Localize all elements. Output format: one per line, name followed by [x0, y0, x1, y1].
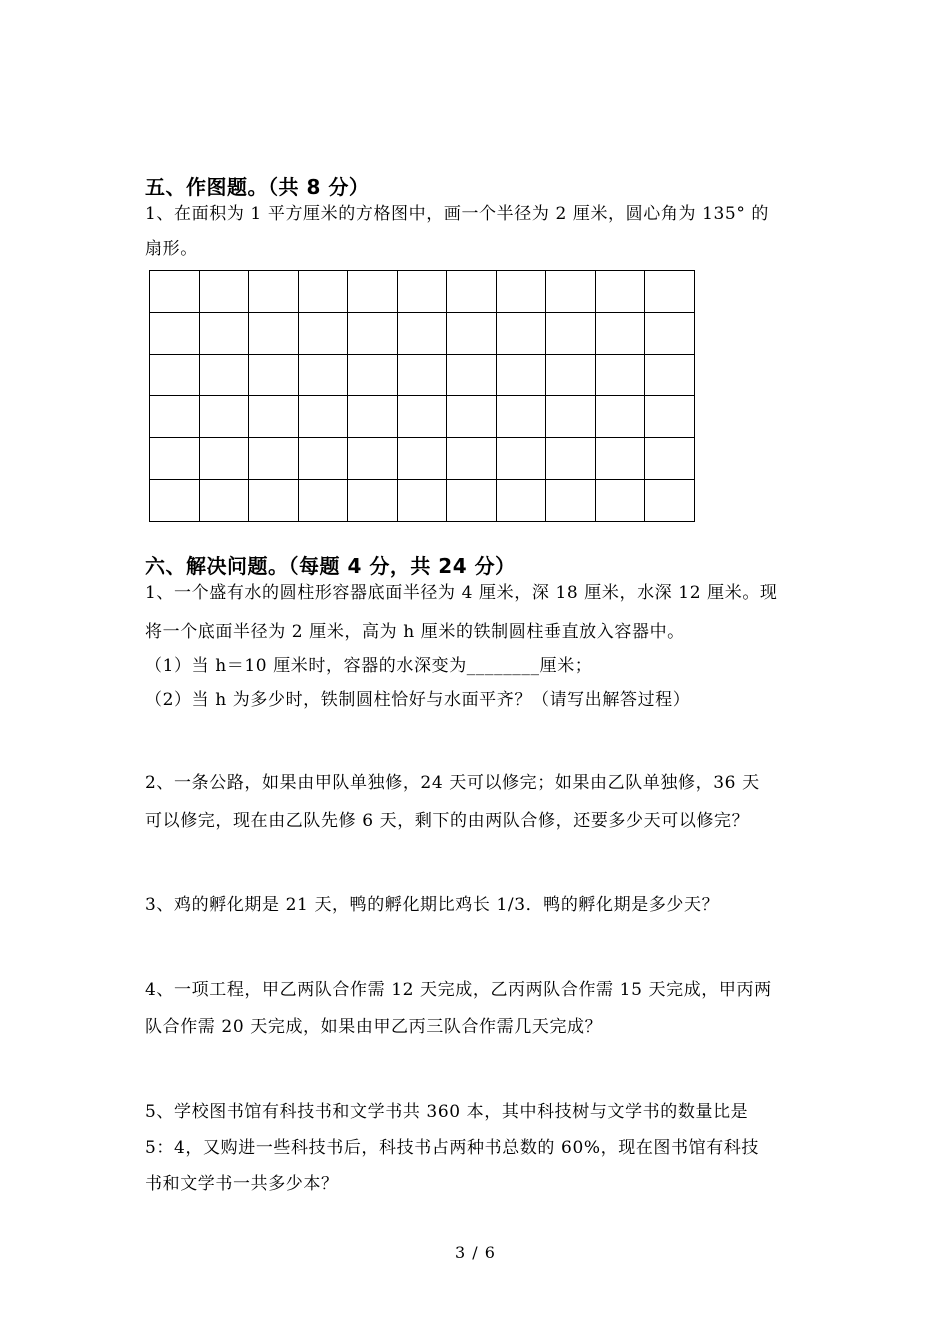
grid-cell: [249, 438, 299, 480]
grid-row: [150, 479, 695, 521]
section-6-question-4-line-2: 队合作需 20 天完成，如果由甲乙丙三队合作需几天完成？: [145, 1017, 603, 1037]
section-5-question-1-line-1: 1、在面积为 1 平方厘米的方格图中，画一个半径为 2 厘米，圆心角为 135° 的: [145, 204, 770, 224]
grid-cell: [348, 479, 398, 521]
grid-cell: [249, 396, 299, 438]
grid-cell: [595, 354, 645, 396]
grid-cell: [199, 312, 249, 354]
section-6-question-5-line-3: 书和文学书一共多少本？: [145, 1174, 339, 1194]
section-6-question-1-sub-1: （1）当 h＝10 厘米时，容器的水深变为________厘米；: [145, 656, 593, 676]
grid-cell: [298, 354, 348, 396]
grid-cell: [249, 479, 299, 521]
grid-cell: [496, 438, 546, 480]
section-6-question-4-line-1: 4、一项工程，甲乙两队合作需 12 天完成，乙丙两队合作需 15 天完成，甲丙两: [145, 980, 772, 1000]
grid-cell: [546, 479, 596, 521]
grid-cell: [348, 271, 398, 313]
grid-cell: [397, 312, 447, 354]
grid-row: [150, 271, 695, 313]
grid-cell: [447, 479, 497, 521]
grid-cell: [397, 438, 447, 480]
grid-cell: [645, 271, 695, 313]
grid-cell: [348, 354, 398, 396]
grid-cell: [199, 271, 249, 313]
grid-cell: [199, 396, 249, 438]
grid-cell: [496, 312, 546, 354]
section-5-heading: 五、作图题。（共 8 分）: [145, 175, 370, 199]
section-6-question-2-line-1: 2、一条公路，如果由甲队单独修，24 天可以修完；如果由乙队单独修，36 天: [145, 773, 760, 793]
grid-cell: [546, 312, 596, 354]
page-number: 3 / 6: [455, 1243, 496, 1262]
grid-cell: [348, 438, 398, 480]
grid-cell: [199, 479, 249, 521]
section-6-question-5-line-1: 5、学校图书馆有科技书和文学书共 360 本，其中科技树与文学书的数量比是: [145, 1102, 749, 1122]
grid-cell: [546, 438, 596, 480]
grid-row: [150, 312, 695, 354]
grid-row: [150, 396, 695, 438]
grid-cell: [298, 271, 348, 313]
grid-cell: [447, 396, 497, 438]
grid-cell: [447, 354, 497, 396]
grid-cell: [150, 312, 200, 354]
grid-cell: [150, 438, 200, 480]
grid-cell: [298, 396, 348, 438]
grid-row: [150, 354, 695, 396]
grid-cell: [496, 479, 546, 521]
grid-cell: [595, 396, 645, 438]
grid-cell: [645, 396, 695, 438]
grid-cell: [496, 396, 546, 438]
grid-cell: [546, 354, 596, 396]
grid-cell: [397, 396, 447, 438]
grid-cell: [496, 271, 546, 313]
grid-cell: [150, 354, 200, 396]
grid-cell: [645, 438, 695, 480]
grid-cell: [645, 479, 695, 521]
drawing-grid: [149, 270, 695, 522]
grid-cell: [397, 479, 447, 521]
grid-cell: [298, 438, 348, 480]
grid-cell: [150, 271, 200, 313]
grid-row: [150, 438, 695, 480]
grid-cell: [595, 438, 645, 480]
grid-cell: [447, 438, 497, 480]
grid-cell: [348, 396, 398, 438]
grid-cell: [298, 479, 348, 521]
section-6-question-1-sub-2: （2）当 h 为多少时，铁制圆柱恰好与水面平齐？（请写出解答过程）: [145, 690, 691, 710]
grid-cell: [199, 438, 249, 480]
section-6-question-1-line-2: 将一个底面半径为 2 厘米，高为 h 厘米的铁制圆柱垂直放入容器中。: [145, 622, 685, 642]
grid-cell: [348, 312, 398, 354]
grid-cell: [447, 312, 497, 354]
section-6-question-5-line-2: 5：4，又购进一些科技书后，科技书占两种书总数的 60%，现在图书馆有科技: [145, 1138, 760, 1158]
section-5-question-1-line-2: 扇形。: [145, 239, 198, 259]
grid-cell: [397, 354, 447, 396]
grid-cell: [645, 354, 695, 396]
grid-cell: [546, 396, 596, 438]
section-6-question-3-line-1: 3、鸡的孵化期是 21 天，鸭的孵化期比鸡长 1/3．鸭的孵化期是多少天？: [145, 895, 720, 915]
grid-cell: [595, 312, 645, 354]
grid-cell: [645, 312, 695, 354]
grid-cell: [595, 479, 645, 521]
grid-cell: [150, 479, 200, 521]
grid-cell: [199, 354, 249, 396]
grid-cell: [595, 271, 645, 313]
section-6-heading: 六、解决问题。（每题 4 分，共 24 分）: [145, 554, 516, 578]
section-6-question-2-line-2: 可以修完，现在由乙队先修 6 天，剩下的由两队合修，还要多少天可以修完？: [145, 811, 750, 831]
grid-cell: [249, 312, 299, 354]
section-6-question-1-line-1: 1、一个盛有水的圆柱形容器底面半径为 4 厘米，深 18 厘米，水深 12 厘米。现: [145, 583, 778, 603]
grid-cell: [298, 312, 348, 354]
grid-cell: [150, 396, 200, 438]
grid-cell: [496, 354, 546, 396]
grid-cell: [546, 271, 596, 313]
grid-cell: [397, 271, 447, 313]
grid-cell: [249, 271, 299, 313]
grid-cell: [249, 354, 299, 396]
grid-cell: [447, 271, 497, 313]
